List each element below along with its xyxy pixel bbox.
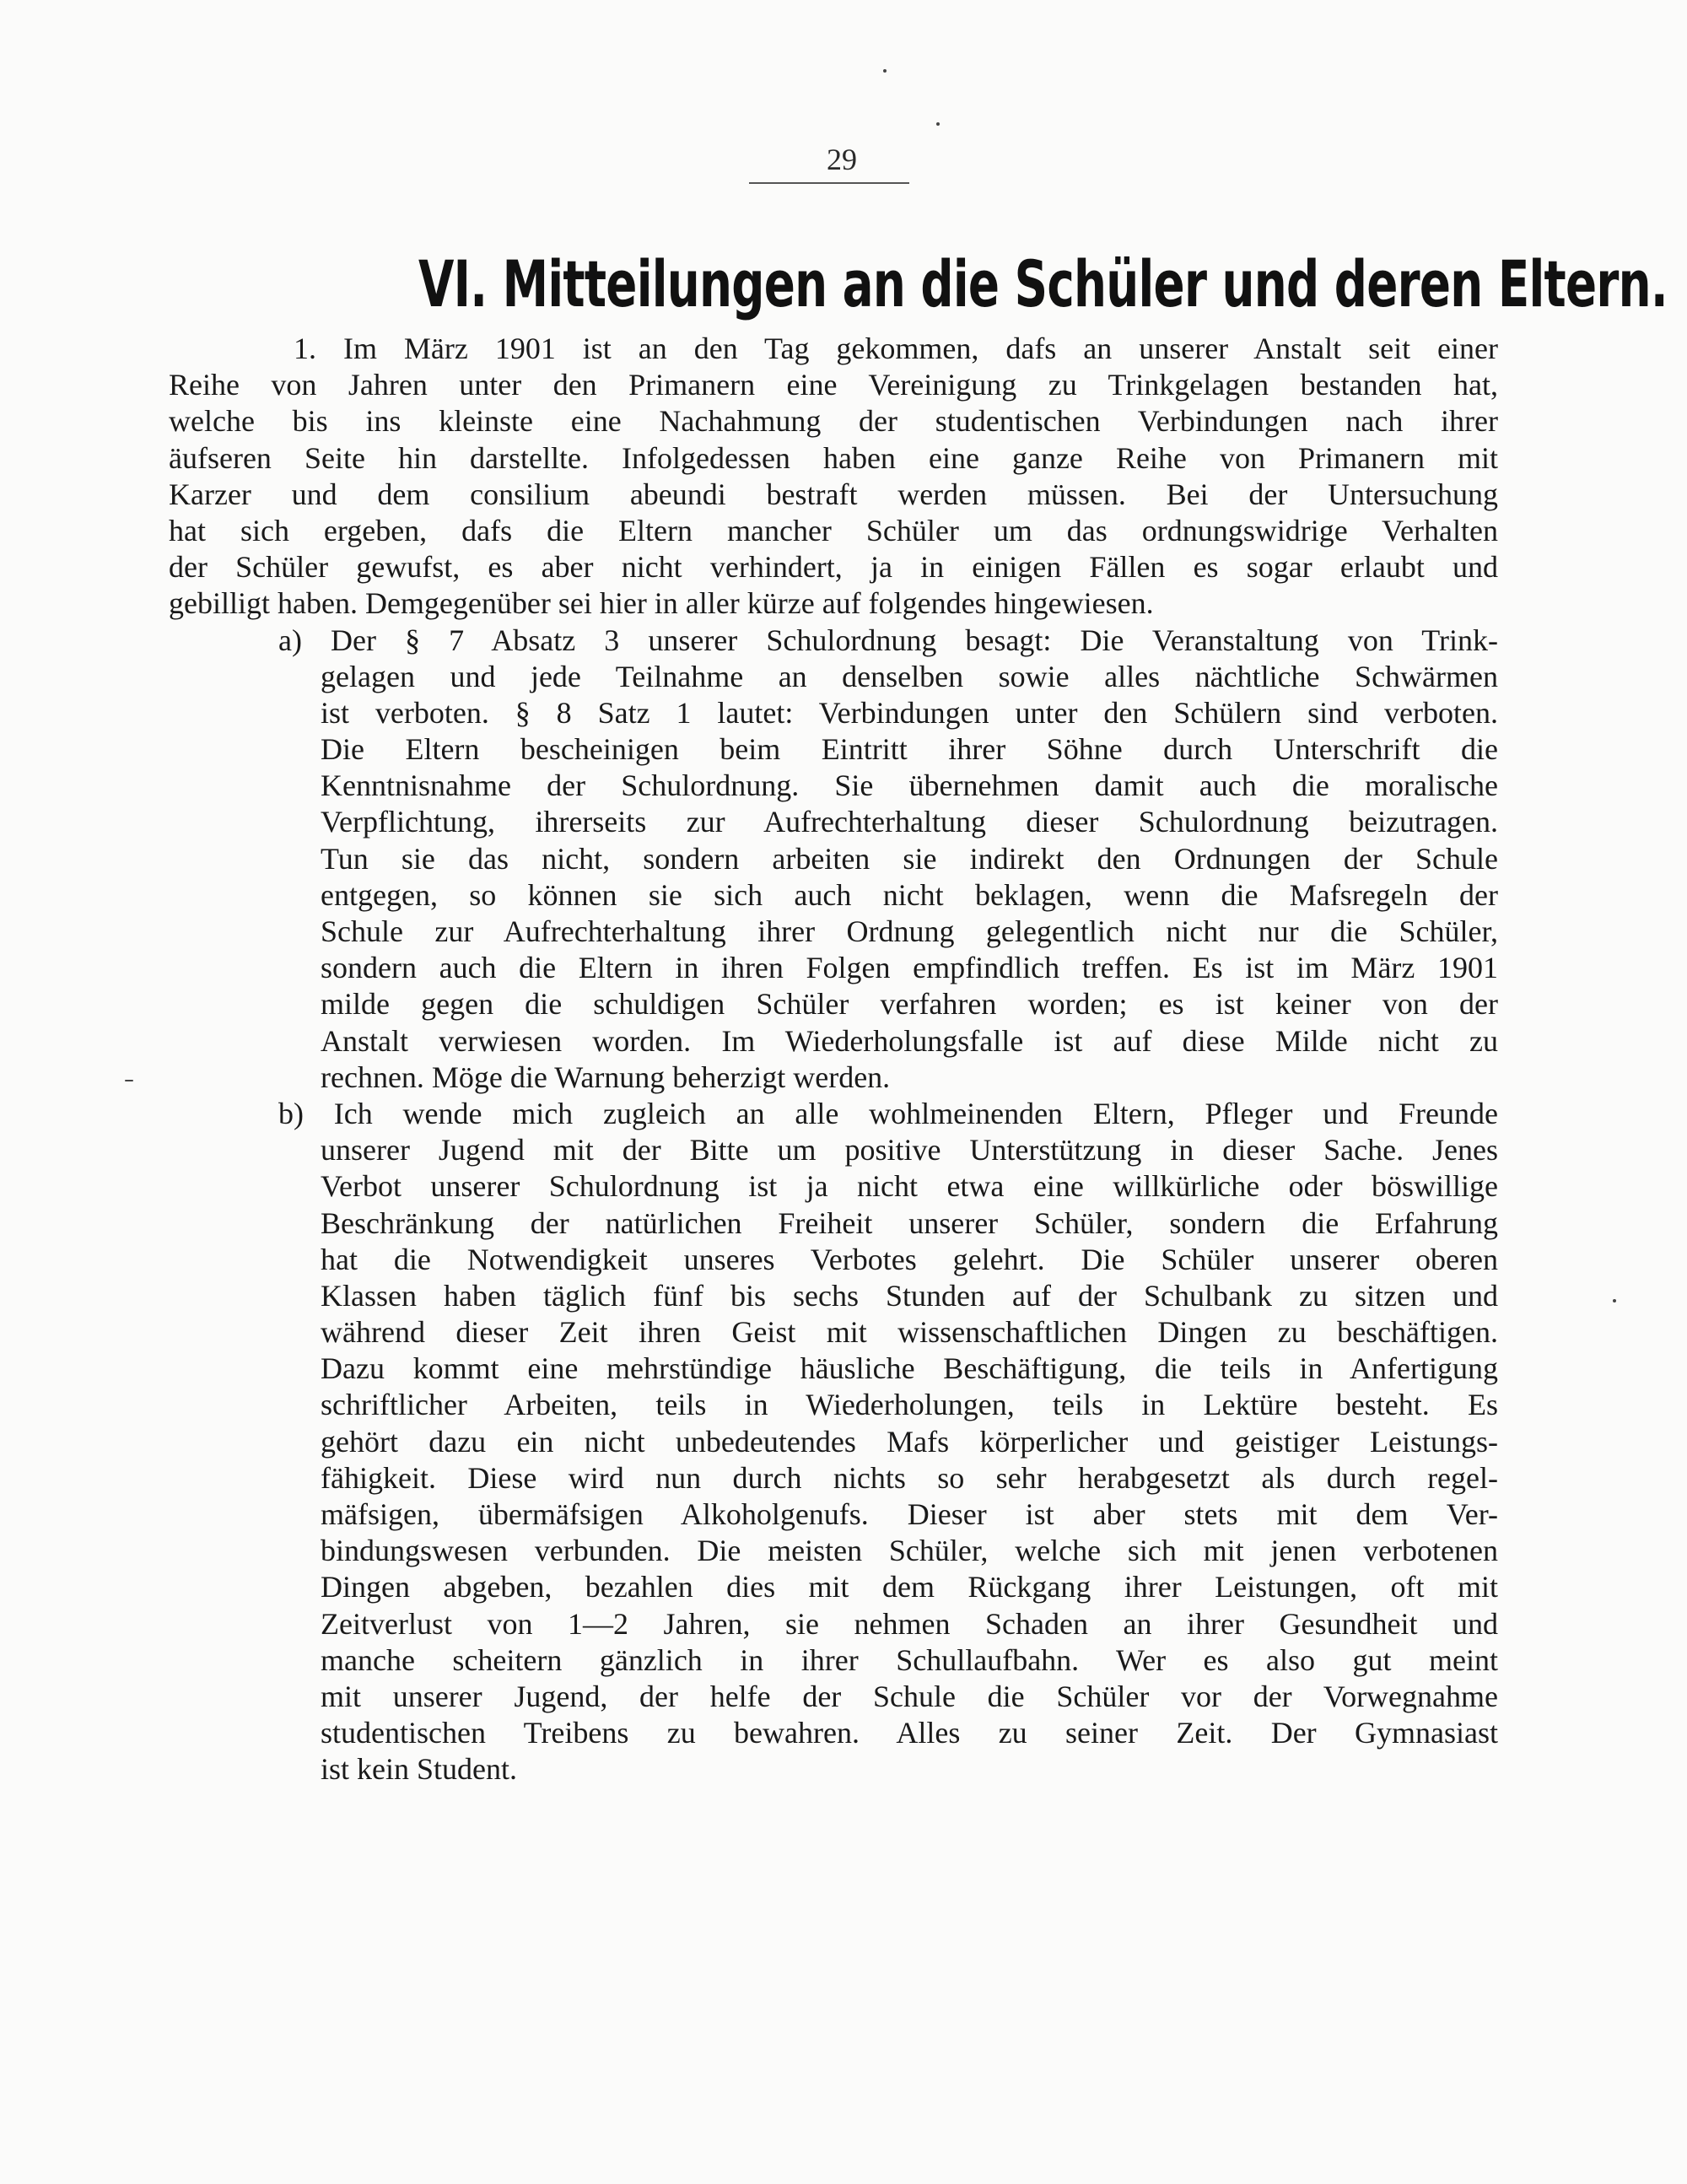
page-number-rule bbox=[749, 182, 909, 184]
text-line: a) Der § 7 Absatz 3 unserer Schulordnung besagt: Die Veranstaltung von Trink- bbox=[278, 623, 1498, 657]
text-line: mit unserer Jugend, der helfe der Schule die Schüler vor der Vorwegnahme bbox=[321, 1679, 1498, 1713]
speck-mark bbox=[125, 1080, 133, 1081]
text-line: entgegen, so können sie sich auch nicht beklagen, wenn die Mafsregeln der bbox=[321, 877, 1498, 912]
text-line: studentischen Treibens zu bewahren. Alles zu seiner Zeit. Der Gymnasiast bbox=[321, 1716, 1498, 1750]
text-line: mäfsigen, übermäfsigen Alkoholgenufs. Dieser ist aber stets mit dem Ver- bbox=[321, 1497, 1498, 1531]
text-line: milde gegen die schuldigen Schüler verfahren worden; es ist keiner von der bbox=[321, 987, 1498, 1022]
text-line: der Schüler gewufst, es aber nicht verhindert, ja in einigen Fällen es sogar erlaubt und bbox=[169, 550, 1498, 585]
text-line: schriftlicher Arbeiten, teils in Wiederholungen, teils in Lektüre besteht. Es bbox=[321, 1388, 1498, 1422]
text-line: rechnen. Möge die Warnung beherzigt werden. bbox=[321, 1060, 891, 1094]
text-line: ist kein Student. bbox=[321, 1752, 517, 1787]
text-line: Kenntnisnahme der Schulordnung. Sie übernehmen damit auch die moralische bbox=[321, 768, 1498, 803]
text-line: Beschränkung der natürlichen Freiheit unserer Schüler, sondern die Erfahrung bbox=[321, 1205, 1498, 1240]
text-line: gebilligt haben. Demgegenüber sei hier in aller kürze auf folgendes hingewiesen. bbox=[169, 586, 1154, 621]
text-line: bindungswesen verbunden. Die meisten Schüler, welche sich mit jenen verbotenen bbox=[321, 1534, 1498, 1568]
text-line: hat die Notwendigkeit unseres Verbotes gelehrt. Die Schüler unserer oberen bbox=[321, 1242, 1498, 1276]
text-line: Dazu kommt eine mehrstündige häusliche Beschäftigung, die teils in Anfertigung bbox=[321, 1351, 1498, 1386]
text-line: fähigkeit. Diese wird nun durch nichts so sehr herabgesetzt als durch regel- bbox=[321, 1460, 1498, 1495]
speck-mark bbox=[1613, 1299, 1616, 1302]
text-line: gehört dazu ein nicht unbedeutendes Mafs körperlicher und geistiger Leistungs- bbox=[321, 1424, 1498, 1459]
text-line: manche scheitern gänzlich in ihrer Schullaufbahn. Wer es also gut meint bbox=[321, 1642, 1498, 1677]
body-text bbox=[169, 331, 1498, 1788]
text-line: Anstalt verwiesen worden. Im Wiederholungsfalle ist auf diese Milde nicht zu bbox=[321, 1023, 1498, 1058]
text-line: Verpflichtung, ihrerseits zur Aufrechterhaltung dieser Schulordnung beizutragen. bbox=[321, 805, 1498, 839]
text-line: sondern auch die Eltern in ihren Folgen empfindlich treffen. Es ist im März 1901 bbox=[321, 951, 1498, 985]
section-title: VI. Mitteilungen an die Schüler und deren Eltern. bbox=[418, 246, 1668, 321]
text-line: Zeitverlust von 1—2 Jahren, sie nehmen Schaden an ihrer Gesundheit und bbox=[321, 1606, 1498, 1641]
text-line: welche bis ins kleinste eine Nachahmung der studentischen Verbindungen nach ihrer bbox=[169, 404, 1498, 439]
text-line: gelagen und jede Teilnahme an denselben sowie alles nächtliche Schwärmen bbox=[321, 659, 1498, 693]
text-line: Klassen haben täglich fünf bis sechs Stunden auf der Schulbank zu sitzen und bbox=[321, 1278, 1498, 1313]
text-line: Schule zur Aufrechterhaltung ihrer Ordnung gelegentlich nicht nur die Schüler, bbox=[321, 914, 1498, 948]
text-line: ist verboten. § 8 Satz 1 lautet: Verbindungen unter den Schülern sind verboten. bbox=[321, 695, 1498, 730]
text-line: Die Eltern bescheinigen beim Eintritt ihrer Söhne durch Unterschrift die bbox=[321, 732, 1498, 767]
text-line: Tun sie das nicht, sondern arbeiten sie indirekt den Ordnungen der Schule bbox=[321, 841, 1498, 876]
text-line: äufseren Seite hin darstellte. Infolgedessen haben eine ganze Reihe von Primanern mit bbox=[169, 440, 1498, 475]
text-line: b) Ich wende mich zugleich an alle wohlmeinenden Eltern, Pfleger und Freunde bbox=[278, 1096, 1498, 1130]
text-line: Verbot unserer Schulordnung ist ja nicht etwa eine willkürliche oder böswillige bbox=[321, 1169, 1498, 1204]
page-number: 29 bbox=[827, 143, 857, 176]
text-line: Reihe von Jahren unter den Primanern eine Vereinigung zu Trinkgelagen bestanden hat, bbox=[169, 368, 1498, 402]
text-line: Dingen abgeben, bezahlen dies mit dem Rückgang ihrer Leistungen, oft mit bbox=[321, 1570, 1498, 1604]
text-line: hat sich ergeben, dafs die Eltern mancher Schüler um das ordnungswidrige Verhalten bbox=[169, 513, 1498, 547]
speck-mark bbox=[883, 69, 887, 73]
text-line: unserer Jugend mit der Bitte um positive Unterstützung in dieser Sache. Jenes bbox=[321, 1133, 1498, 1167]
text-line: während dieser Zeit ihren Geist mit wissenschaftlichen Dingen zu beschäftigen. bbox=[321, 1315, 1498, 1350]
text-line: Karzer und dem consilium abeundi bestraft werden müssen. Bei der Untersuchung bbox=[169, 477, 1498, 511]
speck-mark bbox=[936, 122, 940, 126]
text-line: 1. Im März 1901 ist an den Tag gekommen, dafs an unserer Anstalt seit einer bbox=[294, 332, 1498, 365]
